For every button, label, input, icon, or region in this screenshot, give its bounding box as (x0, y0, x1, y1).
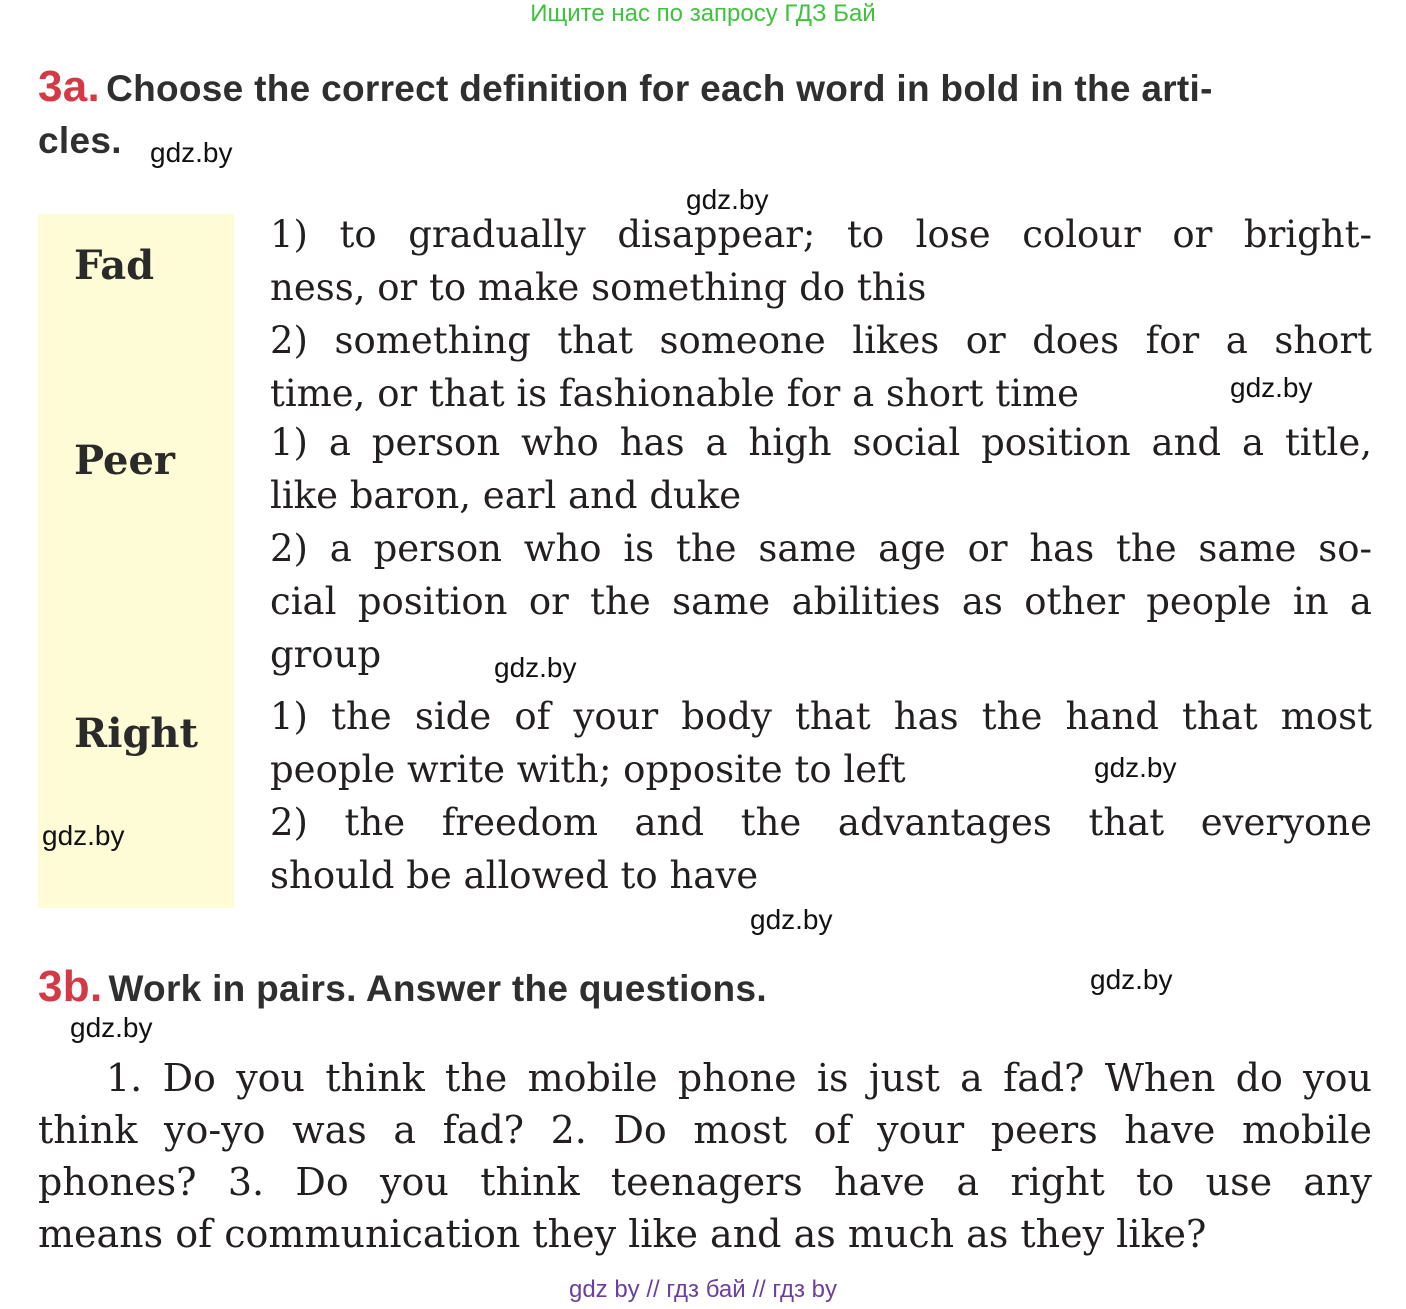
question-line: means of communication they like and as much as they like? (38, 1212, 1207, 1256)
definition-line: 2) something that someone likes or does for a short (270, 319, 1372, 362)
word-column (38, 214, 234, 908)
question-line: think yo-yo was a fad? 2. Do most of your peers have mobile (38, 1108, 1372, 1152)
task-3a-heading (38, 62, 1213, 112)
definition-line: time, or that is fashionable for a short time (270, 372, 1079, 415)
task-3b-heading (38, 962, 767, 1012)
top-banner: Ищите нас по запросу ГДЗ Бай (530, 0, 876, 27)
task-3a-title-line1: Choose the correct definition for each word in bold in the arti- (106, 68, 1213, 109)
definition-line: cial position or the same abilities as other people in a (270, 580, 1372, 623)
watermark: gdz.by (494, 652, 577, 683)
question-line: phones? 3. Do you think teenagers have a right to use any (38, 1160, 1372, 1204)
fad-definitions (270, 208, 1372, 420)
watermark: gdz.by (686, 184, 769, 215)
task-3a-title-line2: cles. (38, 120, 122, 161)
definition-line: like baron, earl and duke (270, 474, 742, 517)
task-3b-number: 3b. (38, 962, 103, 1011)
watermark: gdz.by (750, 904, 833, 935)
definition-line: 2) a person who is the same age or has the same so- (270, 527, 1372, 570)
task-3b-title: Work in pairs. Answer the questions. (108, 968, 767, 1009)
definition-line: group (270, 633, 382, 676)
questions-paragraph (38, 1052, 1372, 1260)
word-fad: Fad (74, 242, 155, 289)
footer: gdz by // гдз бай // гдз by (568, 1276, 838, 1303)
watermark: gdz.by (42, 820, 125, 851)
watermark: gdz.by (1094, 752, 1177, 783)
right-definitions (270, 690, 1372, 902)
word-peer: Peer (74, 437, 175, 484)
watermark: gdz.by (1090, 964, 1173, 995)
watermark: gdz.by (1230, 372, 1313, 403)
definition-line: 1) a person who has a high social position and a title, (270, 421, 1372, 464)
word-right: Right (74, 710, 198, 757)
definition-line: people write with; opposite to left (270, 748, 906, 791)
question-line: 1. Do you think the mobile phone is just a fad? When do you (106, 1056, 1372, 1100)
peer-definitions (270, 416, 1372, 681)
definition-line: ness, or to make something do this (270, 266, 927, 309)
definition-line: 1) the side of your body that has the hand that most (270, 695, 1372, 738)
watermark: gdz.by (70, 1012, 153, 1043)
definition-line: 1) to gradually disappear; to lose colour or bright- (270, 213, 1372, 256)
definition-line: 2) the freedom and the advantages that everyone (270, 801, 1372, 844)
definition-line: should be allowed to have (270, 854, 759, 897)
task-3a-number: 3a. (38, 62, 101, 111)
watermark: gdz.by (150, 137, 233, 168)
